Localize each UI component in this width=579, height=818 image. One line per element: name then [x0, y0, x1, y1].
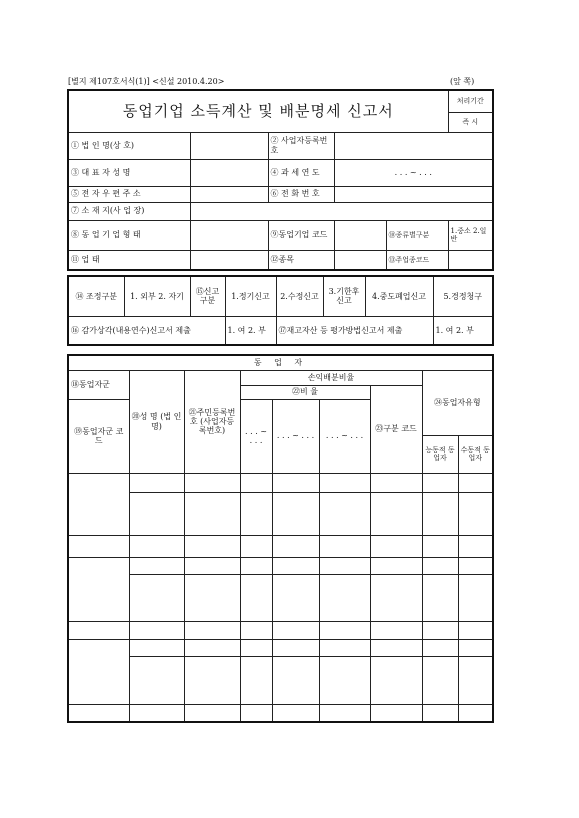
inventory-options[interactable]: 1. 여 2. 부 [433, 316, 493, 345]
col-partner-group-code: ⑲동업자군 코 드 [68, 399, 129, 473]
partner-row[interactable] [68, 574, 493, 621]
partners-table [67, 354, 494, 723]
partnership-code-label: ⑨동업기업 코드 [268, 220, 334, 250]
col-partner-group: ⑱동업자군 [68, 370, 129, 399]
partner-row[interactable] [68, 557, 493, 574]
email-field[interactable] [190, 186, 268, 202]
tax-year-label: ④ 과 세 연 도 [268, 159, 334, 186]
business-type-label: ⑪ 업 태 [68, 250, 190, 270]
form-title: 동업기업 소득계산 및 배분명세 신고서 [68, 90, 448, 132]
depreciation-label: ⑯ 감가상각(내용연수)신고서 제출 [68, 316, 225, 345]
partner-group-code-cell[interactable] [68, 621, 129, 639]
corp-name-field[interactable] [190, 132, 268, 159]
filing-correction[interactable]: 5.경정청구 [433, 276, 493, 316]
col-type-active: 능동적 동업자 [422, 435, 458, 473]
partners-title: 동 업 자 [68, 355, 493, 370]
email-label: ⑤ 전 자 우 편 주 소 [68, 186, 190, 202]
col-partner-type: ㉔동업자유형 [422, 370, 493, 435]
biz-reg-field[interactable] [334, 132, 493, 159]
col-period-3: . . . ~ . . . [319, 399, 370, 473]
col-division-code: ㉓구분 코드 [370, 385, 422, 473]
adjustment-label: ⑭ 조정구분 [68, 276, 124, 316]
filing-table [67, 275, 494, 346]
filing-amended[interactable]: 2.수정신고 [276, 276, 323, 316]
category-sme[interactable]: 1.중소 [450, 226, 471, 235]
partnership-code-field[interactable] [334, 220, 386, 250]
processing-label: 처리기간 [448, 90, 493, 112]
corp-name-label: ① 법 인 명(상 호) [68, 132, 190, 159]
partner-group-code-cell[interactable] [68, 535, 129, 557]
col-partner-id: ㉑주민등록번호 (사업자등록번호) [184, 370, 240, 473]
filing-type-label: ⑮신고구분 [190, 276, 225, 316]
form-id: [별지 제107호서식(1)] <신설 2010.4.20> [68, 77, 225, 86]
col-partner-name: ⑳성 명 (법 인 명) [129, 370, 184, 473]
partner-row[interactable] [68, 704, 493, 722]
partner-row[interactable] [68, 621, 493, 639]
partnership-type-field[interactable] [190, 220, 268, 250]
category-label: ⑩종류별구분 [386, 220, 448, 250]
item-field[interactable] [334, 250, 386, 270]
rep-name-label: ③ 대 표 자 성 명 [68, 159, 190, 186]
filing-late[interactable]: 3.기한후신고 [323, 276, 365, 316]
col-type-passive: 수동적 동업자 [458, 435, 493, 473]
partner-group-code-cell[interactable] [68, 704, 129, 722]
phone-field[interactable] [334, 186, 493, 202]
partner-row[interactable] [68, 535, 493, 557]
col-ratio: ㉒비 율 [240, 385, 370, 399]
partner-row[interactable] [68, 492, 493, 535]
business-type-field[interactable] [190, 250, 268, 270]
partner-group-cell[interactable] [68, 557, 129, 621]
address-label: ⑦ 소 재 지(사 업 장) [68, 202, 190, 220]
adjustment-options[interactable]: 1. 외부 2. 자기 [124, 276, 190, 316]
col-period-1: . . . ~ . . . [240, 399, 272, 473]
partnership-type-label: ⑧ 동 업 기 업 형 태 [68, 220, 190, 250]
partner-row[interactable] [68, 639, 493, 656]
partner-group-cell[interactable] [68, 473, 129, 535]
biz-reg-label: ② 사업자등록번호 [268, 132, 334, 159]
partner-group-cell[interactable] [68, 639, 129, 704]
processing-value: 즉 시 [448, 112, 493, 132]
rep-name-field[interactable] [190, 159, 268, 186]
page-side: (앞 쪽) [450, 77, 475, 86]
partner-row[interactable] [68, 656, 493, 704]
category-general[interactable]: 2.일반 [450, 226, 487, 243]
main-industry-code-label: ⑬주업종코드 [386, 250, 448, 270]
form-table [67, 89, 494, 271]
partner-row[interactable] [68, 473, 493, 492]
item-label: ⑫종목 [268, 250, 334, 270]
col-period-2: . . . ~ . . . [272, 399, 319, 473]
address-field[interactable] [190, 202, 493, 220]
phone-label: ⑥ 전 화 번 호 [268, 186, 334, 202]
main-industry-code-field[interactable] [448, 250, 493, 270]
filing-regular[interactable]: 1.정기신고 [225, 276, 276, 316]
inventory-label: ⑰재고자산 등 평가방법신고서 제출 [276, 316, 433, 345]
tax-year-field[interactable]: . . . ~ . . . [334, 159, 493, 186]
col-allocation: 손익배분비율 [240, 370, 422, 385]
filing-closure[interactable]: 4.중도폐업신고 [365, 276, 433, 316]
depreciation-options[interactable]: 1. 여 2. 부 [225, 316, 276, 345]
